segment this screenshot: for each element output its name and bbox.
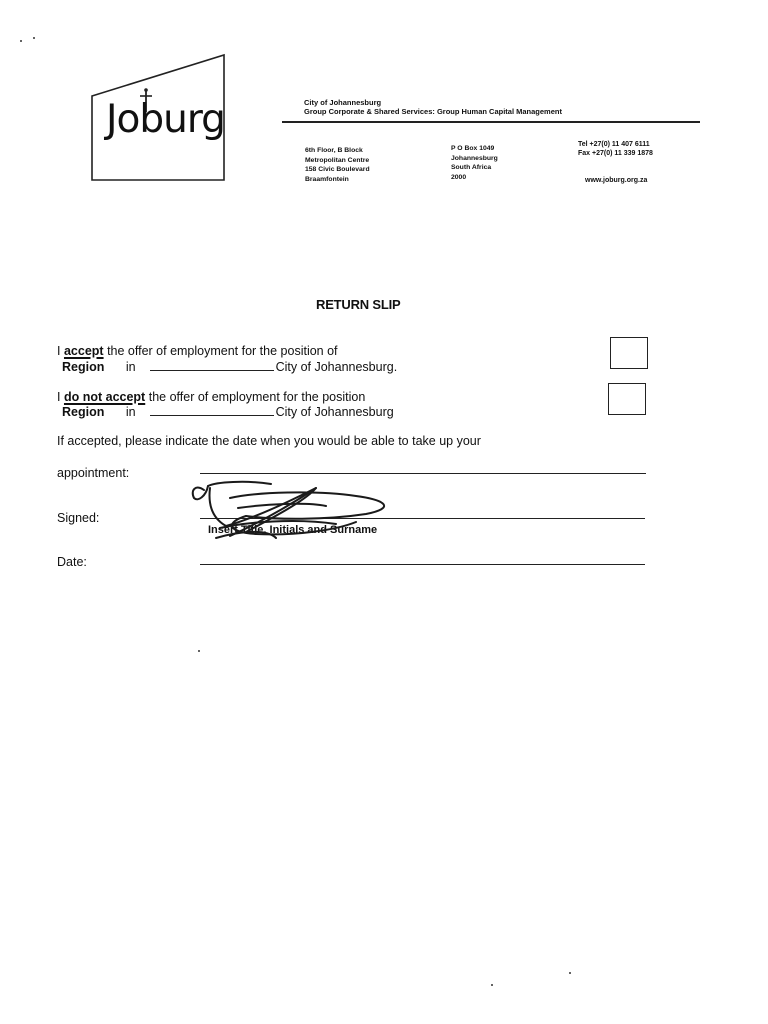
accept-statement (57, 344, 338, 358)
appointment-line[interactable] (200, 473, 646, 474)
accept-region-blank[interactable] (150, 360, 274, 371)
date-label: Date: (57, 555, 87, 569)
joburg-logo (90, 52, 240, 188)
decline-region-blank[interactable] (150, 405, 274, 416)
organisation-name: City of Johannesburg (304, 98, 382, 107)
postal-address (451, 144, 498, 182)
decline-region-label: Region (62, 405, 105, 419)
decline-prefix: I (57, 390, 61, 404)
postal-line: 2000 (451, 173, 467, 181)
street-address (305, 146, 370, 184)
scan-speck (20, 40, 22, 42)
postal-line: P O Box 1049 (451, 145, 495, 152)
accept-keyword: accept (63, 344, 104, 358)
decline-in-label: in (125, 405, 136, 419)
organisation-heading (304, 98, 562, 116)
page-title: RETURN SLIP (316, 297, 401, 312)
fax: Fax +27(0) 11 339 1878 (578, 150, 653, 157)
address-line: 158 Civic Boulevard (305, 166, 370, 173)
decline-keyword: do not accept (63, 390, 146, 404)
accept-text: the offer of employment for the position of (107, 344, 338, 358)
accept-region-line (62, 360, 397, 374)
address-line: 6th Floor, B Block (305, 147, 363, 154)
signature-caption: Insert Title, Initials and Surname (208, 524, 378, 536)
decline-text: the offer of employment for the position (148, 390, 366, 404)
accept-prefix: I (57, 344, 61, 358)
signed-label: Signed: (57, 511, 100, 525)
accept-checkbox[interactable] (610, 337, 648, 369)
handwritten-signature (186, 478, 416, 548)
decline-region-line (62, 405, 394, 419)
accept-city: City of Johannesburg. (275, 360, 398, 374)
decline-checkbox[interactable] (608, 383, 646, 415)
accept-region-label: Region (62, 360, 105, 374)
decline-statement (57, 390, 365, 404)
scan-speck (569, 972, 571, 974)
letterhead-divider (282, 121, 700, 123)
scan-speck (491, 984, 493, 986)
scan-speck (198, 650, 200, 652)
postal-line: Johannesburg (451, 154, 498, 162)
postal-line: South Africa (451, 164, 492, 171)
address-line: Metropolitan Centre (305, 156, 370, 164)
accept-in-label: in (125, 360, 136, 374)
date-line[interactable] (200, 564, 645, 565)
start-date-prompt: If accepted, please indicate the date when you would be able to take up your (57, 434, 481, 448)
department-name: Group Corporate & Shared Services: Group Human Capital Management (304, 107, 562, 116)
address-line: Braamfontein (305, 175, 349, 183)
decline-city: City of Johannesburg (275, 405, 394, 419)
contact-numbers (578, 140, 653, 158)
appointment-label: appointment: (57, 466, 130, 480)
telephone: Tel +27(0) 11 407 6111 (578, 141, 650, 148)
logo-wordmark: Joburg (106, 97, 225, 142)
scan-speck (33, 37, 35, 39)
website: www.joburg.org.za (585, 177, 648, 184)
